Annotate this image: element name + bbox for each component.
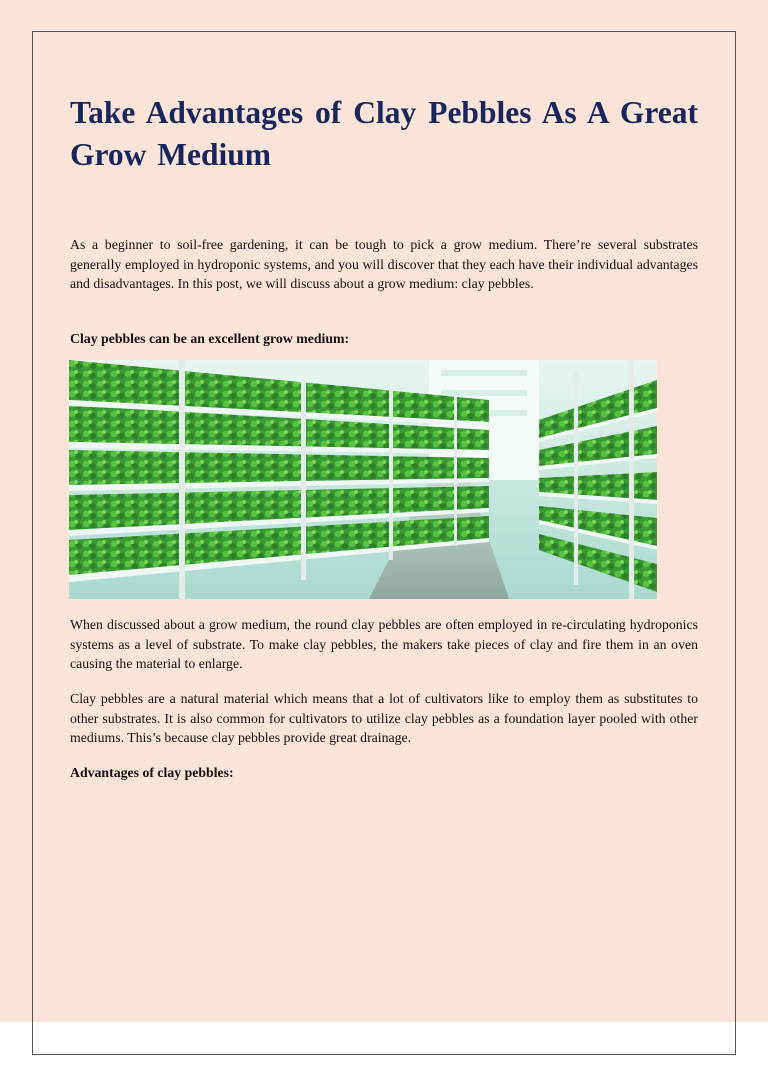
page-title: Take Advantages of Clay Pebbles As A Great Grow Medium (70, 95, 698, 172)
intro-paragraph: As a beginner to soil-free gardening, it can be tough to pick a grow medium. There’re several substrates generally employed in hydroponic systems, and you will discover that they each have their individual advantages and disadvantages. In this post, we will discuss about a grow medium: clay pebbles. (70, 237, 698, 291)
subheading-advantages: Advantages of clay pebbles: (70, 765, 234, 780)
paragraph-grow-medium: When discussed about a grow medium, the round clay pebbles are often employed in re-circulating hydroponics systems as a level of substrate. To make clay pebbles, the makers take pieces of clay and fire them in an oven causing the material to enlarge. (70, 617, 698, 671)
subheading-excellent-grow-medium: Clay pebbles can be an excellent grow medium: (70, 331, 350, 346)
paragraph-natural-material: Clay pebbles are a natural material which means that a lot of cultivators like to employ them as substitutes to other substrates. It is also common for cultivators to utilize clay pebbles as a foundation layer pooled with other mediums. This’s because clay pebbles provide great drainage. (70, 691, 698, 745)
hydroponic-farm-photo (69, 360, 657, 599)
